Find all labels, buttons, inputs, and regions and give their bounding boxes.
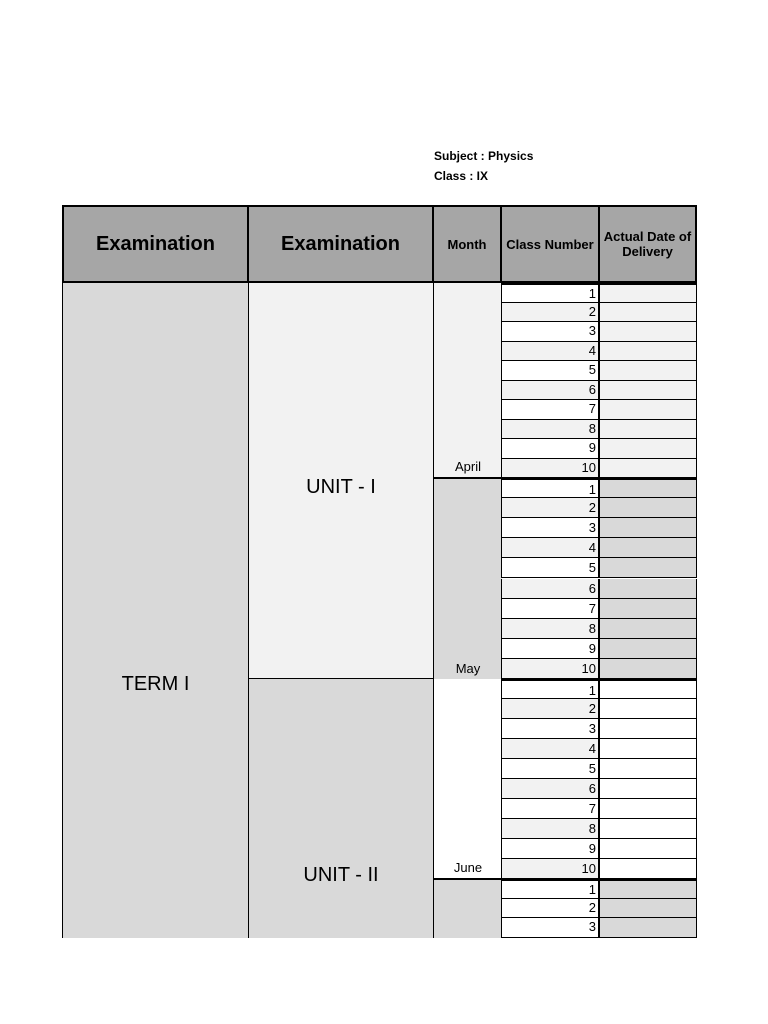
class-number-cell: 9 [501,439,599,459]
actual-date-cell[interactable] [599,899,697,919]
term-cell [62,283,249,938]
class-number-cell: 7 [501,799,599,819]
month-label-april: April [454,459,481,474]
header-examination-unit: Examination [247,205,434,283]
actual-date-cell[interactable] [599,342,697,362]
term-label: TERM I [121,673,190,695]
actual-date-cell[interactable] [599,439,697,459]
header-month: Month [432,205,502,283]
actual-date-cell[interactable] [599,361,697,381]
class-number-cell: 8 [501,420,599,440]
actual-date-cell[interactable] [599,381,697,401]
actual-date-cell[interactable] [599,879,697,899]
header-actual-date: Actual Date of Delivery [598,205,697,283]
actual-date-cell[interactable] [599,918,697,938]
actual-date-cell[interactable] [599,699,697,719]
class-number-cell: 9 [501,639,599,659]
actual-date-cell[interactable] [599,859,697,879]
actual-date-cell[interactable] [599,659,697,679]
class-number-cell: 8 [501,619,599,639]
actual-date-cell[interactable] [599,779,697,799]
actual-date-cell[interactable] [599,322,697,342]
class-number-cell: 3 [501,918,599,938]
actual-date-cell[interactable] [599,303,697,323]
unit-cell-2 [248,679,434,938]
actual-date-cell[interactable] [599,619,697,639]
unit-label-2: UNIT - II [303,864,379,886]
month-label-may: May [455,661,481,676]
actual-date-cell[interactable] [599,459,697,479]
class-number-cell: 5 [501,558,599,578]
actual-date-cell[interactable] [599,579,697,599]
class-number-cell: 10 [501,459,599,479]
actual-date-cell[interactable] [599,283,697,303]
class-number-cell: 5 [501,361,599,381]
actual-date-cell[interactable] [599,599,697,619]
month-cell-next [433,879,502,938]
class-number-cell: 6 [501,381,599,401]
class-number-cell: 3 [501,518,599,538]
month-cell-june [433,679,502,879]
actual-date-cell[interactable] [599,739,697,759]
class-number-cell: 6 [501,579,599,599]
actual-date-cell[interactable] [599,719,697,739]
class-number-cell: 8 [501,819,599,839]
class-number-cell: 7 [501,400,599,420]
class-number-cell: 2 [501,303,599,323]
actual-date-cell[interactable] [599,639,697,659]
class-number-cell: 2 [501,699,599,719]
class-number-cell: 1 [501,879,599,899]
actual-date-cell[interactable] [599,420,697,440]
unit-cell-1 [248,283,434,679]
class-number-cell: 4 [501,342,599,362]
delivery-table [62,205,697,938]
class-number-cell: 1 [501,679,599,699]
month-separator [433,878,502,880]
class-number-cell: 5 [501,759,599,779]
month-separator [433,477,502,479]
class-number-cell: 2 [501,899,599,919]
class-number-cell: 9 [501,839,599,859]
header-class-number: Class Number [500,205,600,283]
unit-label-1: UNIT - I [306,476,376,498]
class-label: Class : IX [434,169,489,183]
class-number-cell: 2 [501,498,599,518]
class-number-cell: 3 [501,719,599,739]
actual-date-cell[interactable] [599,400,697,420]
class-number-cell: 1 [501,478,599,498]
actual-date-cell[interactable] [599,498,697,518]
actual-date-cell[interactable] [599,839,697,859]
header-examination-term: Examination [62,205,249,283]
subject-label: Subject : Physics [434,149,534,163]
class-number-cell: 10 [501,859,599,879]
actual-date-cell[interactable] [599,518,697,538]
month-cell-may [433,478,502,679]
class-number-cell: 10 [501,659,599,679]
actual-date-cell[interactable] [599,799,697,819]
class-number-cell: 7 [501,599,599,619]
actual-date-cell[interactable] [599,819,697,839]
actual-date-cell[interactable] [599,558,697,578]
class-number-cell: 4 [501,739,599,759]
month-cell-april [433,283,502,478]
class-number-cell: 1 [501,283,599,303]
month-label-june: June [453,860,483,875]
actual-date-cell[interactable] [599,478,697,498]
class-number-cell: 3 [501,322,599,342]
actual-date-cell[interactable] [599,538,697,558]
actual-date-cell[interactable] [599,679,697,699]
class-number-cell: 6 [501,779,599,799]
class-number-cell: 4 [501,538,599,558]
actual-date-cell[interactable] [599,759,697,779]
